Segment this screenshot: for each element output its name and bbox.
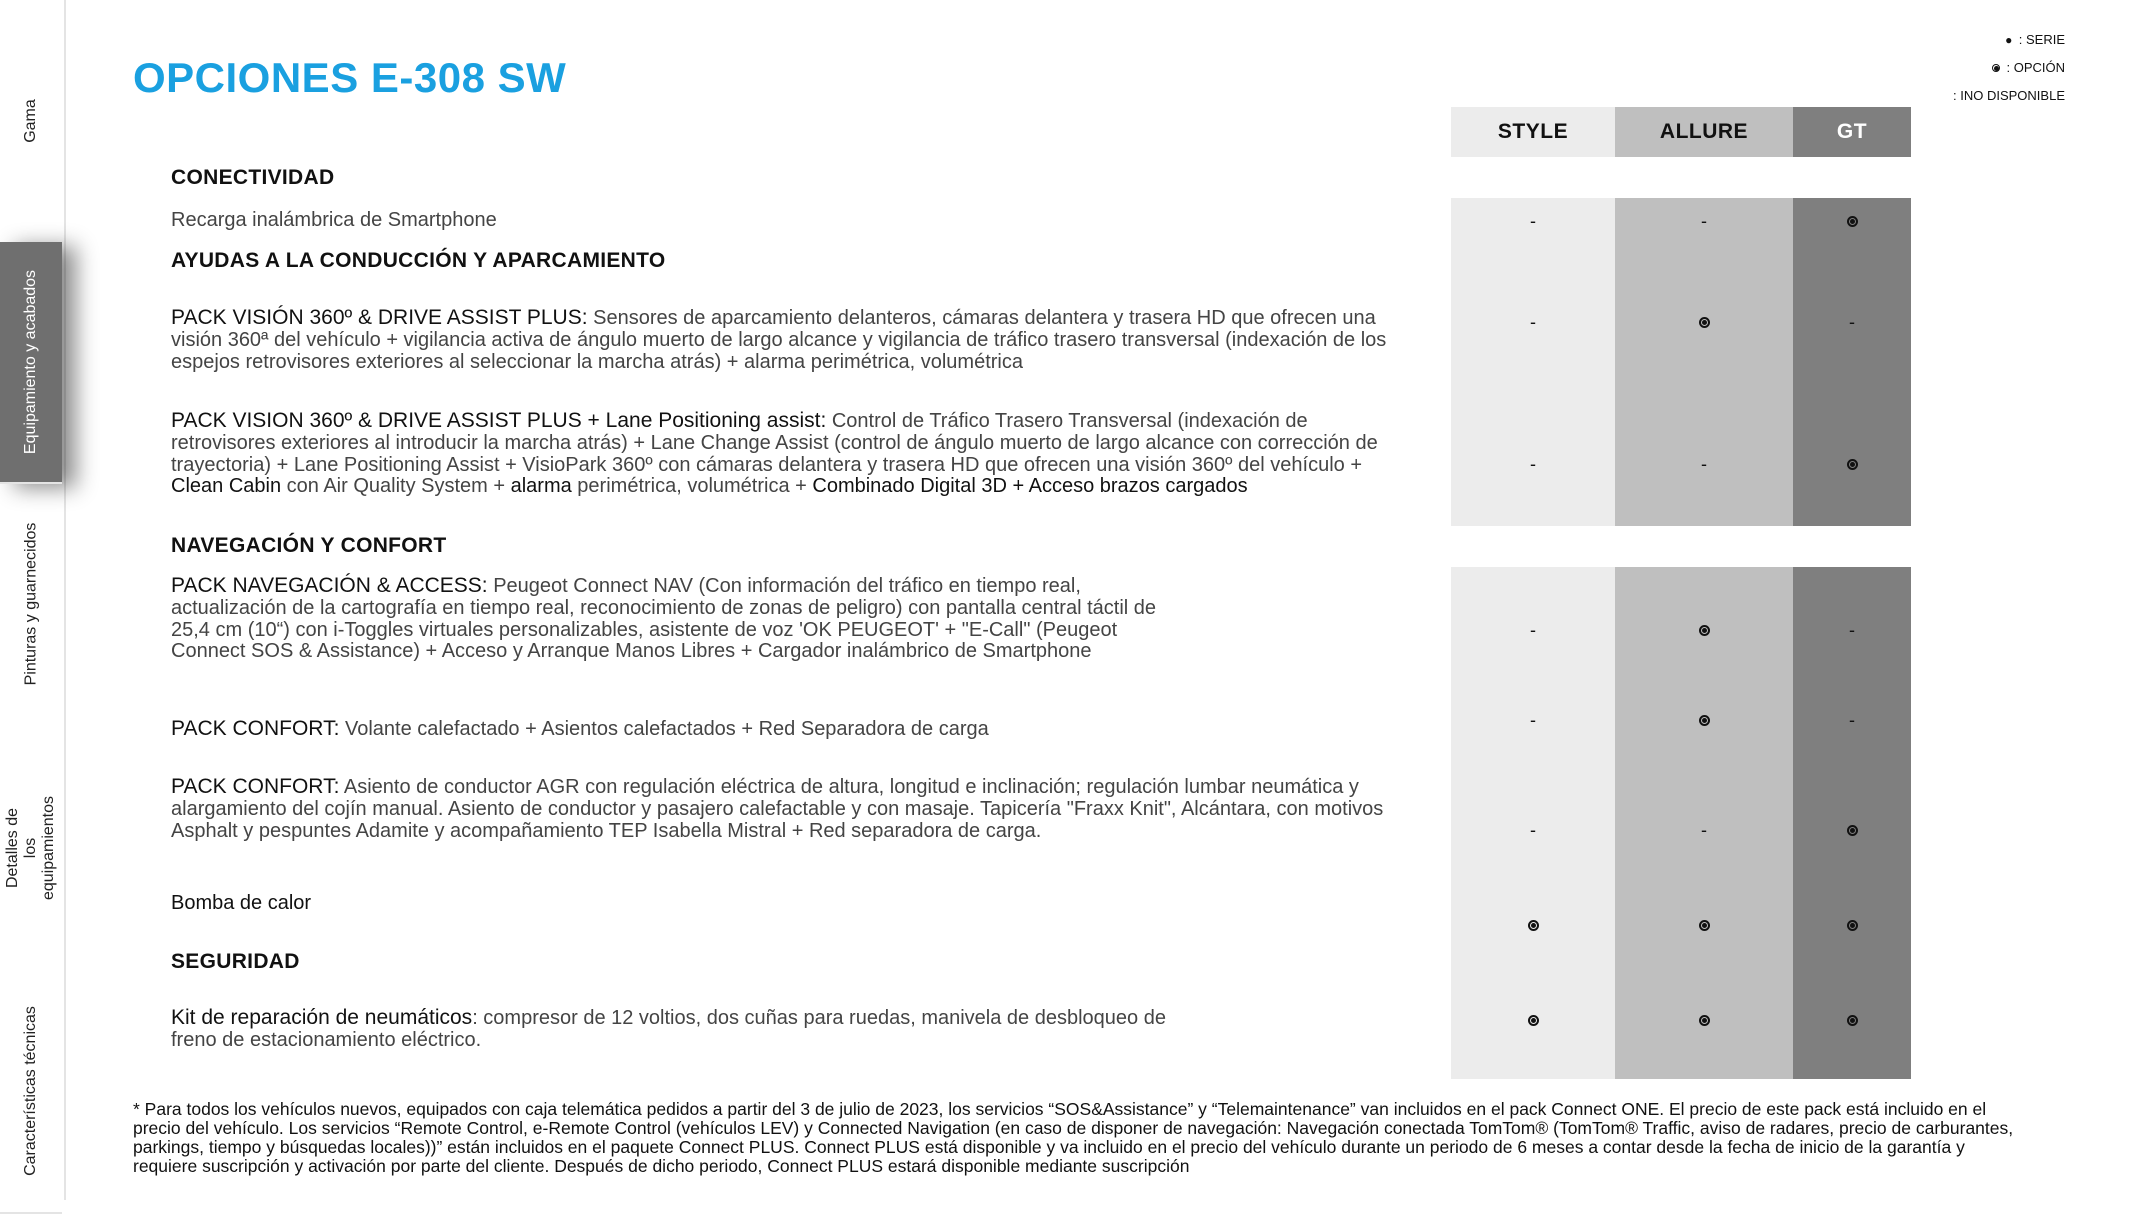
- availability-cell: -: [1530, 210, 1536, 231]
- option-dot-icon: [1699, 1015, 1710, 1026]
- section-title-conectividad: CONECTIVIDAD: [171, 166, 335, 189]
- option-dot-icon: [1847, 920, 1858, 931]
- availability-cell: [1451, 1008, 1615, 1032]
- option-dot-icon: [1847, 825, 1858, 836]
- availability-cell: [1793, 452, 1911, 476]
- availability-cell: [1793, 818, 1911, 842]
- item-pack-confort-2: PACK CONFORT: Asiento de conductor AGR con regulación eléctrica de altura, longitud e inclinación; regulación lumbar neumática y alargamiento del cojín manual. Asiento de conductor y pasajero calefactable y con masaje. Tapicería "Fraxx Knit", Alcántara, con motivos Asphalt y pespuntes Adamite y acompañamiento TEP Isabella Mistral + Red separadora de carga.: [171, 775, 1384, 842]
- availability-cell: [1615, 708, 1793, 732]
- option-dot-icon: [1986, 55, 2006, 82]
- item-pack-vision-lane: PACK VISION 360º & DRIVE ASSIST PLUS + Lane Positioning assist: Control de Tráfico Trasero Transversal (indexación de retrovisores exteriores al introducir la marcha atrás) + Lane Change Assist (control de ángulo muerto de largo alcance con corrección de trayectoria) + Lane Positioning Assist + VisioPark 360º con cámaras delantera y trasera HD que ofrecen una visión 360º del vehículo + Clean Cabin con Air Quality System + alarma perimétrica, volumétrica + Combinado Digital 3D + Acceso brazos cargados: [171, 409, 1378, 498]
- availability-cell: [1615, 913, 1793, 937]
- availability-cell: -: [1701, 453, 1707, 474]
- availability-cell: [1793, 913, 1911, 937]
- sidebar-tab-label: Pinturas y guarnecidos: [22, 522, 40, 686]
- item-pack-navegacion: PACK NAVEGACIÓN & ACCESS: Peugeot Connect NAV (Con información del tráfico en tiempo real, actualización de la cartografía en tiempo real, reconocimiento de zonas de peligro) con pantalla central táctil de 25,4 cm (10“) con i-Toggles virtuales personalizables, asistente de voz 'OK PEUGEOT' + "E-Call" (Peugeot Connect SOS & Assistance) + Acceso y Arranque Manos Libres + Cargador inalámbrico de Smartphone: [171, 574, 1157, 663]
- availability-cell: [1615, 310, 1793, 334]
- allure-column-band: [1615, 198, 1793, 526]
- availability-cell: [1451, 913, 1615, 937]
- footnote: * Para todos los vehículos nuevos, equipados con caja telemática pedidos a partir del 3 de julio de 2023, los servicios “SOS&Assistance” y “Telemaintenance” van incluidos en el pack Connect ONE. El precio de este pack está incluido en el precio del vehículo. Los servicios “Remote Control, e-Remote Control (vehículos LEV) y Connected Navigation (en caso de disponer de navegación: Navegación conectada TomTom® (TomTom® Traffic, aviso de radares, precio de carburantes, parkings, tiempo y búsquedas locales))” están incluidos en el paquete Connect PLUS. Connect PLUS está disponible y va incluido en el precio del vehículo durante un periodo de 6 meses a contar desde la fecha de inicio de la garantía y requiere suscripción y activación por parte del cliente. Después de dicho periodo, Connect PLUS estará disponible mediante suscripción: [133, 1099, 2014, 1176]
- availability-cell: [1615, 1008, 1793, 1032]
- availability-cell: -: [1530, 709, 1536, 730]
- availability-cell: -: [1530, 819, 1536, 840]
- option-dot-icon: [1847, 1015, 1858, 1026]
- option-dot-icon: [1847, 216, 1858, 227]
- availability-cell: -: [1849, 619, 1855, 640]
- gt-column-band: [1793, 198, 1911, 526]
- section-title-ayudas: AYUDAS A LA CONDUCCIÓN Y APARCAMIENTO: [171, 249, 666, 272]
- legend: [1953, 26, 2065, 109]
- availability-cell: [1615, 618, 1793, 642]
- availability-cell: -: [1849, 311, 1855, 332]
- sidebar-tab-label: Equipamiento y acabados: [22, 269, 39, 455]
- sidebar-tab-detalles[interactable]: [0, 726, 62, 972]
- sidebar-tab-equipamiento[interactable]: [0, 242, 62, 484]
- option-dot-icon: [1528, 920, 1539, 931]
- sidebar-tab-label: Gama: [21, 99, 39, 143]
- column-header-style: STYLE: [1451, 107, 1615, 157]
- availability-cell: -: [1530, 453, 1536, 474]
- option-dot-icon: [1528, 1015, 1539, 1026]
- sidebar-nav: [0, 0, 66, 1200]
- sidebar-tab-pinturas[interactable]: [0, 482, 62, 728]
- item-recarga: Recarga inalámbrica de Smartphone: [171, 209, 497, 231]
- sidebar-tab-label: Características técnicas: [22, 1006, 39, 1176]
- availability-cell: [1793, 209, 1911, 233]
- filled-dot-icon: ●: [2005, 33, 2013, 47]
- availability-cell: -: [1701, 210, 1707, 231]
- sidebar-tab-caracteristicas[interactable]: [0, 970, 62, 1214]
- availability-cell: [1793, 1008, 1911, 1032]
- option-dot-icon: [1699, 715, 1710, 726]
- availability-cell: -: [1530, 311, 1536, 332]
- option-dot-icon: [1699, 317, 1710, 328]
- sidebar-tab-gama[interactable]: [0, 0, 62, 244]
- item-bomba-calor: Bomba de calor: [171, 892, 312, 914]
- legend-no-disponible: : INO DISPONIBLE: [1953, 88, 2065, 103]
- item-pack-vision: PACK VISIÓN 360º & DRIVE ASSIST PLUS: Sensores de aparcamiento delanteros, cámaras delantera y trasera HD que ofrecen una visión 360ª del vehículo + vigilancia activa de ángulo muerto de largo alcance y vigilancia de tráfico trasero transversal (indexación de los espejos retrovisores exteriores al seleccionar la marcha atrás) + alarma perimétrica, volumétrica: [171, 306, 1387, 373]
- item-pack-confort-1: PACK CONFORT: Volante calefactado + Asientos calefactados + Red Separadora de carga: [171, 717, 989, 740]
- section-title-navegacion: NAVEGACIÓN Y CONFORT: [171, 534, 447, 557]
- sidebar-tab-label: Detalles de los equipamientos: [4, 795, 58, 901]
- column-header-allure: ALLURE: [1615, 107, 1793, 157]
- legend-serie: ● : SERIE: [1953, 26, 2065, 54]
- option-dot-icon: [1699, 920, 1710, 931]
- legend-opcion: : OPCIÓN: [1953, 54, 2065, 82]
- availability-cell: -: [1530, 619, 1536, 640]
- style-column-band: [1451, 198, 1615, 526]
- option-dot-icon: [1699, 625, 1710, 636]
- page-title: OPCIONES E-308 SW: [133, 54, 567, 101]
- option-dot-icon: [1847, 459, 1858, 470]
- availability-cell: -: [1849, 709, 1855, 730]
- availability-cell: -: [1701, 819, 1707, 840]
- item-kit-reparacion: Kit de reparación de neumáticos: compresor de 12 voltios, dos cuñas para ruedas, manivela de desbloqueo de freno de estacionamiento eléctrico.: [171, 1006, 1166, 1051]
- section-title-seguridad: SEGURIDAD: [171, 950, 300, 973]
- column-header-gt: GT: [1793, 107, 1911, 157]
